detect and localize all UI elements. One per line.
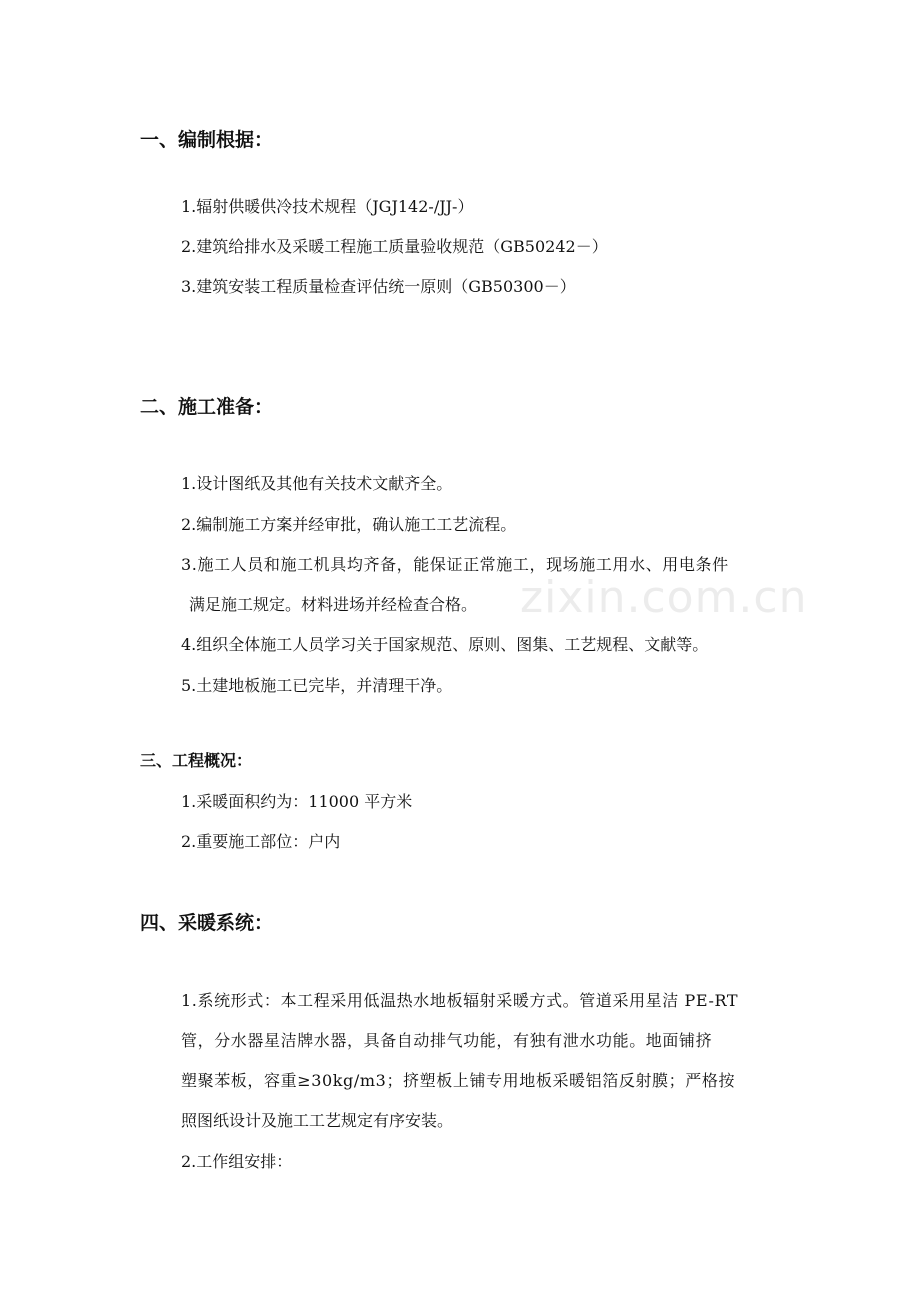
basis-item-2: 2.建筑给排水及采暖工程施工质量验收规范（GB50242－） — [181, 237, 608, 256]
heating-item-1-line-2: 管，分水器星洁牌水器，具备自动排气功能，有独有泄水功能。地面铺挤 — [181, 1031, 713, 1050]
prep-item-4: 4.组织全体施工人员学习关于国家规范、原则、图集、工艺规程、文献等。 — [181, 635, 709, 654]
heating-item-1-line-3: 塑聚苯板，容重≥30kg/m3；挤塑板上铺专用地板采暖铝箔反射膜；严格按 — [181, 1071, 736, 1090]
section-heading-preparation: 二、施工准备： — [140, 396, 274, 418]
overview-item-1: 1.采暖面积约为：11000 平方米 — [181, 792, 413, 811]
section-heading-heating-system: 四、采暖系统： — [140, 912, 274, 934]
section-heading-basis: 一、编制根据： — [140, 129, 274, 151]
prep-item-2: 2.编制施工方案并经审批，确认施工工艺流程。 — [181, 515, 517, 534]
prep-item-5: 5.土建地板施工已完毕，并清理干净。 — [181, 676, 453, 695]
heating-item-1-line-4: 照图纸设计及施工工艺规定有序安装。 — [181, 1111, 454, 1130]
basis-item-3: 3.建筑安装工程质量检查评估统一原则（GB50300－） — [181, 277, 576, 296]
basis-item-1: 1.辐射供暖供冷技术规程（JGJ142-/JJ-） — [181, 197, 474, 216]
prep-item-3: 3.施工人员和施工机具均齐备，能保证正常施工，现场施工用水、用电条件 — [181, 555, 729, 574]
section-heading-overview: 三、工程概况： — [140, 751, 253, 770]
overview-item-2: 2.重要施工部位：户内 — [181, 832, 341, 851]
heating-item-2: 2.工作组安排： — [181, 1152, 293, 1171]
prep-item-3-continued: 满足施工规定。材料进场并经检查合格。 — [189, 595, 478, 614]
heating-item-1: 1.系统形式：本工程采用低温热水地板辐射采暖方式。管道采用星洁 PE-RT — [181, 991, 739, 1010]
watermark: zixin.com.cn — [520, 572, 808, 623]
prep-item-1: 1.设计图纸及其他有关技术文献齐全。 — [181, 474, 453, 493]
